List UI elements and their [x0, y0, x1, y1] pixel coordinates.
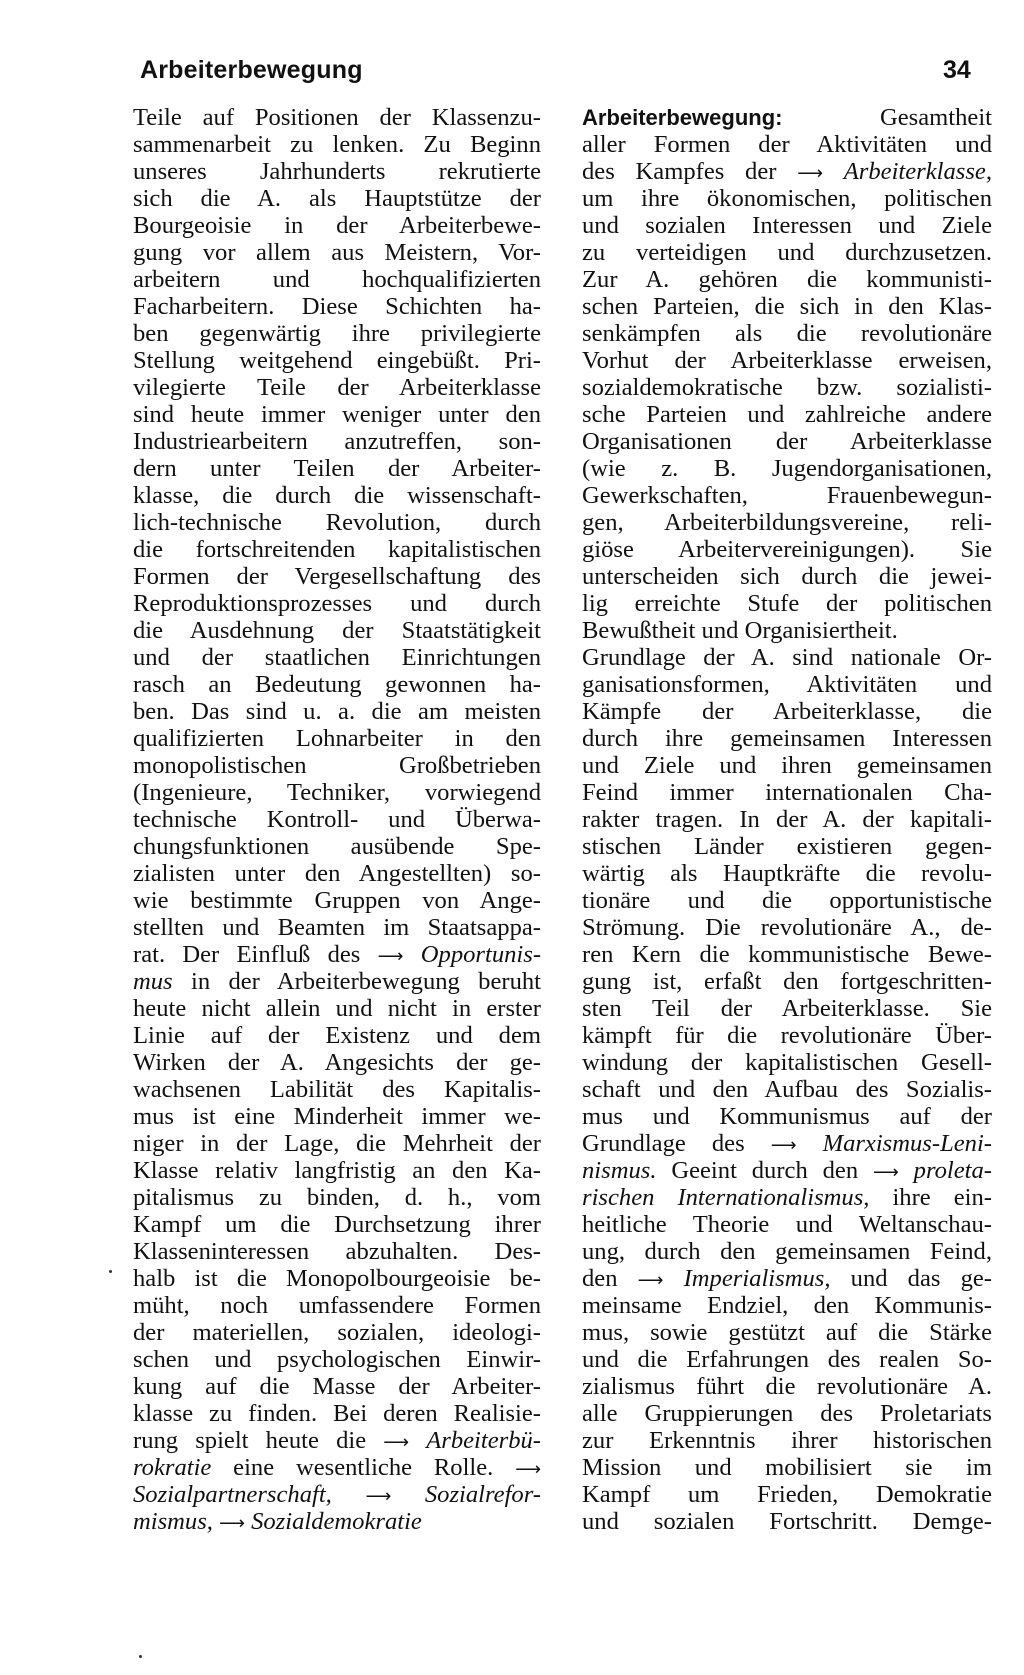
line-text: rat. Der Einfluß des — [133, 941, 361, 968]
text-line: Klasse relativ langfristig an den Ka- — [133, 1157, 541, 1184]
text-line: klasse zu finden. Bei deren Realisie- — [133, 1400, 541, 1427]
text-line: gen, Arbeiterbildungsvereine, reli- — [582, 509, 992, 536]
text-line: qualifizierten Lohnarbeiter in den — [133, 725, 541, 752]
xref-arbeiterbuerokratie[interactable]: Arbeiterbü- — [426, 1427, 541, 1454]
arrow-icon: ⟶ — [770, 1135, 797, 1156]
text-line: heitliche Theorie und Weltanschau- — [582, 1211, 992, 1238]
entry-keyword: Arbeiterbewegung: — [582, 105, 783, 130]
text-line: zialisten unter den Angestellten) so- — [133, 860, 541, 887]
text-line: sche Parteien und zahlreiche andere — [582, 401, 992, 428]
text-line: kämpft für die revolutionäre Über- — [582, 1022, 992, 1049]
text-line: Klasseninteressen abzuhalten. Des- — [133, 1238, 541, 1265]
text-line: Mission und mobilisiert sie im — [582, 1454, 992, 1481]
arrow-icon: ⟶ — [365, 1486, 392, 1507]
text-line: Linie auf der Existenz und dem — [133, 1022, 541, 1049]
text-line: Stellung weitgehend eingebüßt. Pri- — [133, 347, 541, 374]
text-line: schen Parteien, die sich in den Klas- — [582, 293, 992, 320]
text-line: halb ist die Monopolbourgeoisie be- — [133, 1265, 541, 1292]
text-line: Strömung. Die revolutionäre A., de- — [582, 914, 992, 941]
text-line: tionäre und die opportunistische — [582, 887, 992, 914]
text-line: stellten und Beamten im Staatsappa- — [133, 914, 541, 941]
text-line: Wirken der A. Angesichts der ge- — [133, 1049, 541, 1076]
text-line: Teile auf Positionen der Klassenzu- — [133, 104, 541, 131]
text-line: rasch an Bedeutung gewonnen ha- — [133, 671, 541, 698]
line-text: Gesamtheit — [879, 104, 992, 131]
text-line: und sozialen Fortschritt. Demge- — [582, 1508, 992, 1535]
text-line: wärtig als Hauptkräfte die revolu- — [582, 860, 992, 887]
arrow-icon: ⟶ — [797, 163, 824, 184]
text-line: Industriearbeitern anzutreffen, son- — [133, 428, 541, 455]
scan-speck — [109, 1270, 112, 1273]
text-line: die fortschreitenden kapitalistischen — [133, 536, 541, 563]
text-line: senkämpfen als die revolutionäre — [582, 320, 992, 347]
text-line-with-xref — [133, 941, 541, 968]
text-line: ben. Das sind u. a. die am meisten — [133, 698, 541, 725]
text-line: zialismus führt die revolutionäre A. — [582, 1373, 992, 1400]
text-line: Gewerkschaften, Frauenbewegun- — [582, 482, 992, 509]
text-line: stischen Länder existieren gegen- — [582, 833, 992, 860]
text-line: und die Erfahrungen des realen So- — [582, 1346, 992, 1373]
text-line: Formen der Vergesellschaftung des — [133, 563, 541, 590]
text-line: Reproduktionsprozesses und durch — [133, 590, 541, 617]
text-line: gung ist, erfaßt den fortgeschritten- — [582, 968, 992, 995]
xref-arbeiterbuerokratie-cont[interactable]: rokratie — [133, 1454, 212, 1481]
xref-marxismus-leninismus-cont[interactable]: nismus. — [582, 1157, 657, 1184]
text-line: Kämpfe der Arbeiterklasse, die — [582, 698, 992, 725]
line-text: ihre ein- — [892, 1184, 992, 1211]
xref-opportunismus[interactable]: Opportunis- — [420, 941, 542, 968]
text-line: ganisationsformen, Aktivitäten und — [582, 671, 992, 698]
text-line: (wie z. B. Jugendorganisationen, — [582, 455, 992, 482]
text-line: lig erreichte Stufe der politischen — [582, 590, 992, 617]
text-line: schen und psychologischen Einwir- — [133, 1346, 541, 1373]
text-line: aller Formen der Aktivitäten und — [582, 131, 992, 158]
arrow-icon: ⟶ — [219, 1513, 245, 1534]
text-line: und sozialen Interessen und Ziele — [582, 212, 992, 239]
line-text: und das ge- — [850, 1265, 992, 1292]
text-line: mus und Kommunismus auf der — [582, 1103, 992, 1130]
text-line: sten Teil der Arbeiterklasse. Sie — [582, 995, 992, 1022]
text-line: und der staatlichen Einrichtungen — [133, 644, 541, 671]
text-line: technische Kontroll- und Überwa- — [133, 806, 541, 833]
arrow-icon: ⟶ — [383, 1432, 410, 1453]
text-line: wie bestimmte Gruppen von Ange- — [133, 887, 541, 914]
text-line: unterscheiden sich durch die jewei- — [582, 563, 992, 590]
text-line: monopolistischen Großbetrieben — [133, 752, 541, 779]
text-line: (Ingenieure, Techniker, vorwiegend — [133, 779, 541, 806]
text-line: wachsenen Labilität des Kapitalis- — [133, 1076, 541, 1103]
xref-opportunismus-cont[interactable]: mus — [133, 968, 173, 995]
text-line-with-xref — [133, 1454, 541, 1481]
scan-speck — [139, 1655, 142, 1658]
text-line-with-xref — [582, 1130, 992, 1157]
text-line: Facharbeitern. Diese Schichten ha- — [133, 293, 541, 320]
xref-arbeiterklasse[interactable]: Arbeiterklasse, — [843, 158, 992, 185]
text-line: und Ziele und ihren gemeinsamen — [582, 752, 992, 779]
text-line: mus ist eine Minderheit immer we- — [133, 1103, 541, 1130]
text-line: Zur A. gehören die kommunisti- — [582, 266, 992, 293]
text-line-with-xref — [133, 1481, 541, 1508]
xref-marxismus-leninismus[interactable]: Marxismus-Leni- — [822, 1130, 992, 1157]
entry-headword-line — [582, 104, 992, 131]
line-text: Grundlage des — [582, 1130, 745, 1157]
text-line-with-xref — [133, 1508, 541, 1535]
xref-sozialreformismus-cont[interactable]: mismus, — [133, 1508, 213, 1535]
text-line: zur Erkenntnis ihrer historischen — [582, 1427, 992, 1454]
text-line: lich-technische Revolution, durch — [133, 509, 541, 536]
text-line: heute nicht allein und nicht in erster — [133, 995, 541, 1022]
text-line: die Ausdehnung der Staatstätigkeit — [133, 617, 541, 644]
xref-sozialpartnerschaft[interactable]: Sozialpartnerschaft, — [133, 1481, 332, 1508]
text-line: kung auf die Masse der Arbeiter- — [133, 1373, 541, 1400]
text-line: windung der kapitalistischen Gesell- — [582, 1049, 992, 1076]
running-head: Arbeiterbewegung — [140, 56, 363, 84]
text-line: Organisationen der Arbeiterklasse — [582, 428, 992, 455]
text-line: Grundlage der A. sind nationale Or- — [582, 644, 992, 671]
text-line: müht, noch umfassendere Formen — [133, 1292, 541, 1319]
line-text: Geeint durch den — [671, 1157, 859, 1184]
text-line: durch ihre gemeinsamen Interessen — [582, 725, 992, 752]
line-text: eine wesentliche Rolle. — [233, 1454, 494, 1481]
page-number: 34 — [943, 56, 971, 84]
text-line: zu verteidigen und durchzusetzen. — [582, 239, 992, 266]
text-line: Feind immer internationalen Cha- — [582, 779, 992, 806]
text-line: ben gegenwärtig ihre privilegierte — [133, 320, 541, 347]
text-line: gung vor allem aus Meistern, Vor- — [133, 239, 541, 266]
text-line: Bourgeoisie in der Arbeiterbewe- — [133, 212, 541, 239]
text-line-with-xref — [133, 968, 541, 995]
text-line: pitalismus zu binden, d. h., vom — [133, 1184, 541, 1211]
arrow-icon: ⟶ — [637, 1270, 664, 1291]
arrow-icon: ⟶ — [872, 1162, 899, 1183]
text-line-with-xref — [582, 1184, 992, 1211]
line-text: den — [582, 1265, 618, 1292]
text-line-with-xref — [582, 1265, 992, 1292]
text-line: unseres Jahrhunderts rekrutierte — [133, 158, 541, 185]
text-line: Kampf um Frieden, Demokratie — [582, 1481, 992, 1508]
xref-proletarischer-internationalismus-cont[interactable]: rischen Internationalismus, — [582, 1184, 870, 1211]
line-text: des Kampfes der — [582, 158, 777, 185]
text-line: dern unter Teilen der Arbeiter- — [133, 455, 541, 482]
text-line: chungsfunktionen ausübende Spe- — [133, 833, 541, 860]
text-line: ung, durch den gemeinsamen Feind, — [582, 1238, 992, 1265]
text-line: arbeitern und hochqualifizierten — [133, 266, 541, 293]
text-line: Kampf um die Durchsetzung ihrer — [133, 1211, 541, 1238]
line-text: in der Arbeiterbewegung beruht — [190, 968, 541, 995]
text-line: der materiellen, sozialen, ideologi- — [133, 1319, 541, 1346]
text-line: sich die A. als Hauptstütze der — [133, 185, 541, 212]
text-line: meinsame Endziel, den Kommunis- — [582, 1292, 992, 1319]
text-line-with-xref — [133, 1427, 541, 1454]
text-line: Bewußtheit und Organisiertheit. — [582, 617, 898, 644]
text-line-with-xref — [582, 158, 992, 185]
right-column — [582, 104, 992, 1535]
text-line: giöse Arbeitervereinigungen). Sie — [582, 536, 992, 563]
text-line: klasse, die durch die wissenschaft- — [133, 482, 541, 509]
xref-sozialdemokratie[interactable]: Sozialdemokratie — [251, 1508, 422, 1535]
text-line: sozialdemokratische bzw. sozialisti- — [582, 374, 992, 401]
arrow-icon: ⟶ — [515, 1459, 541, 1480]
xref-proletarischer-internationalismus[interactable]: proleta- — [913, 1157, 992, 1184]
text-line: um ihre ökonomischen, politischen — [582, 185, 992, 212]
text-line: vilegierte Teile der Arbeiterklasse — [133, 374, 541, 401]
line-text: rung spielt heute die — [133, 1427, 367, 1454]
text-line-with-xref — [582, 1157, 992, 1184]
xref-sozialreformismus[interactable]: Sozialrefor- — [424, 1481, 541, 1508]
arrow-icon: ⟶ — [377, 946, 404, 967]
text-line: Vorhut der Arbeiterklasse erweisen, — [582, 347, 992, 374]
text-line: schaft und den Aufbau des Sozialis- — [582, 1076, 992, 1103]
text-line: alle Gruppierungen des Proletariats — [582, 1400, 992, 1427]
text-line: sammenarbeit zu lenken. Zu Beginn — [133, 131, 541, 158]
text-line: mus, sowie gestützt auf die Stärke — [582, 1319, 992, 1346]
text-line: sind heute immer weniger unter den — [133, 401, 541, 428]
xref-imperialismus[interactable]: Imperialismus, — [683, 1265, 831, 1292]
left-column — [133, 104, 541, 1535]
text-line: ren Kern die kommunistische Bewe- — [582, 941, 992, 968]
text-line: rakter tragen. In der A. der kapitali- — [582, 806, 992, 833]
text-line: niger in der Lage, die Mehrheit der — [133, 1130, 541, 1157]
